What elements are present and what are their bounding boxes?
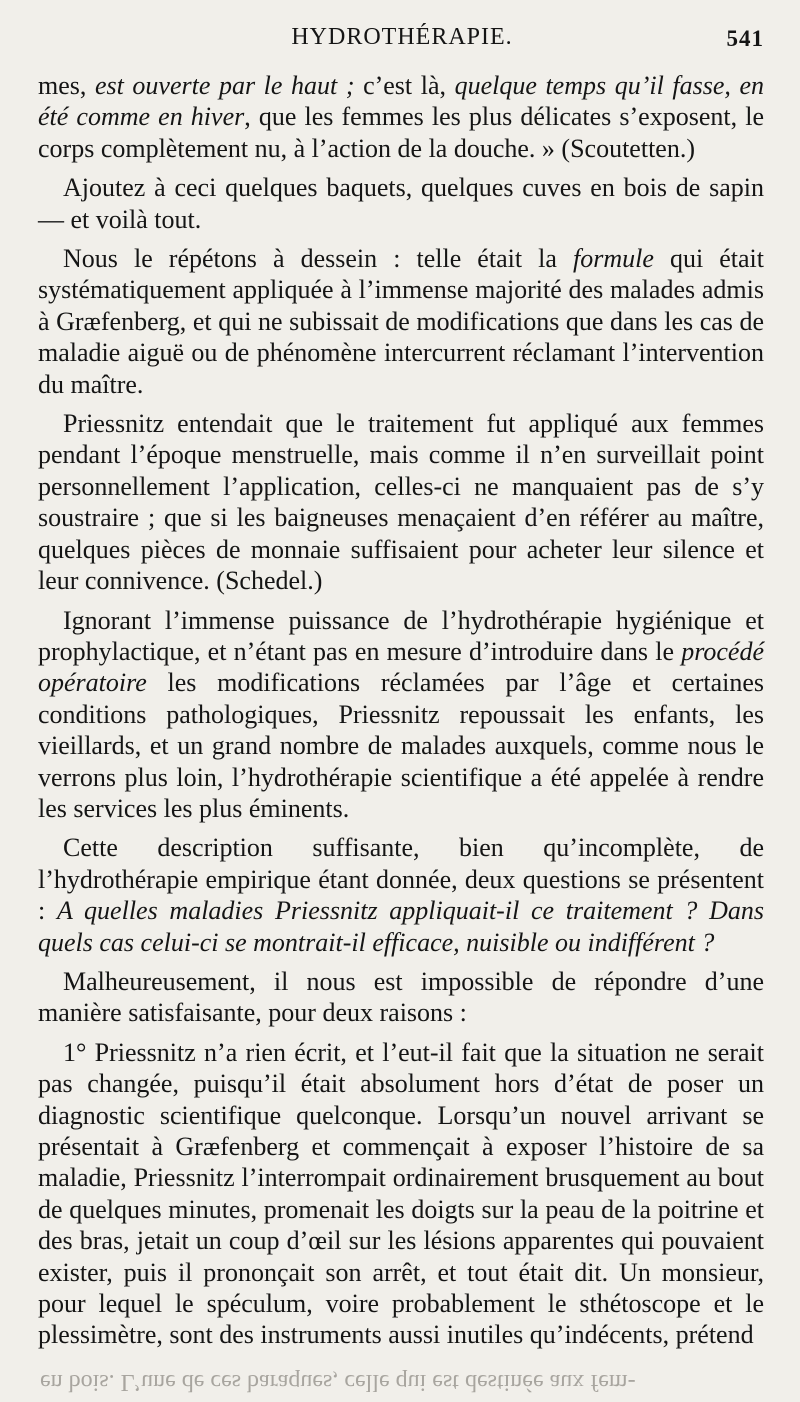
italic-text: formule [572, 244, 654, 274]
text-run: qui était systématiquement appliquée à l’immense majorité des malades admis à Græfenberg, et qui ne subissait de modifications que dans les cas de maladie aiguë ou de phénomène intercurrent réclamant l’intervention du maître. [38, 244, 764, 399]
italic-text: est ouverte par le haut ; [94, 71, 355, 100]
paragraph [38, 605, 764, 825]
paragraph [38, 70, 764, 164]
text-run: c’est là, [354, 71, 455, 100]
running-title: HYDROTHÉRAPIE. [291, 24, 513, 50]
text-run: Cette description suffisante, bien qu’incomplète, de l’hydrothérapie empirique étant donnée, deux questions se présentent : [38, 833, 764, 926]
text-run: Ignorant l’immense puissance de l’hydrothérapie hygiénique et prophylactique, et n’étant pas en mesure d’introduire dans le [38, 605, 764, 666]
text-run: mes, [38, 71, 95, 100]
page-number: 541 [726, 26, 764, 51]
paragraph [38, 172, 764, 235]
paragraph [38, 408, 764, 596]
paragraph [38, 1037, 764, 1351]
body-text [38, 70, 764, 1359]
italic-text: quelque temps qu’il fasse, en été comme en hiver [38, 71, 765, 132]
running-header [40, 20, 764, 56]
text-run: Nous le répétons à dessein : telle était la [63, 244, 573, 274]
text-run: , que les femmes les plus délicates s’exposent, le corps complètement nu, à l’action de la douche. » (Scoutetten.) [38, 102, 764, 163]
footer-bleed-text: en bois. L’une de ces baraques, celle qui est destinée aux fem- [40, 1369, 636, 1395]
footer-bleed-through [40, 1368, 764, 1398]
paragraph [38, 243, 764, 400]
text-run: Malheureusement, il nous est impossible de répondre d’une manière satisfaisante, pour deux raisons : [38, 966, 764, 1028]
paragraph [38, 832, 764, 958]
text-run: 1° Priessnitz n’a rien écrit, et l’eut-il fait que la situation ne serait pas changée, puisqu’il était absolument hors d’état de poser un diagnostic scientifique quelconque. Lorsqu’un nouvel arrivant se présentait à Græfenberg et commençait à exposer l’histoire de sa maladie, Priessnitz l’interrompait ordinairement brusquement au bout de quelques minutes, promenait les doigts sur la peau de la poitrine et des bras, jetait un coup d’œil sur les lésions apparentes qui pouvaient exister, puis il prononçait son arrêt, et tout était dit. Un monsieur, pour lequel le spéculum, voire probablement le sthétoscope et le plessimètre, sont des instruments aussi inutiles qu’indécents, prétend [38, 1037, 764, 1350]
text-run: les modifications réclamées par l’âge et certaines conditions pathologiques, Priessnitz repoussait les enfants, les vieillards, et un grand nombre de malades auxquels, comme nous le verrons plus loin, l’hydrothérapie scientifique a été appelée à rendre les services les plus éminents. [38, 668, 764, 823]
paragraph [38, 966, 764, 1029]
italic-text: A quelles maladies Priessnitz appliquait-il ce traitement ? Dans quels cas celui-ci se montrait-il efficace, nuisible ou indifférent ? [38, 896, 764, 957]
text-run: Ajoutez à ceci quelques baquets, quelques cuves en bois de sapin — et voilà tout. [38, 173, 764, 234]
italic-text: procédé opératoire [38, 636, 764, 698]
text-run: Priessnitz entendait que le traitement fut appliqué aux femmes pendant l’époque menstruelle, mais comme il n’en surveillait point personnellement l’application, celles-ci ne manquaient pas de s’y soustraire ; que si les baigneuses menaçaient d’en référer au maître, quelques pièces de monnaie suffisaient pour acheter leur silence et leur connivence. (Schedel.) [38, 409, 764, 596]
